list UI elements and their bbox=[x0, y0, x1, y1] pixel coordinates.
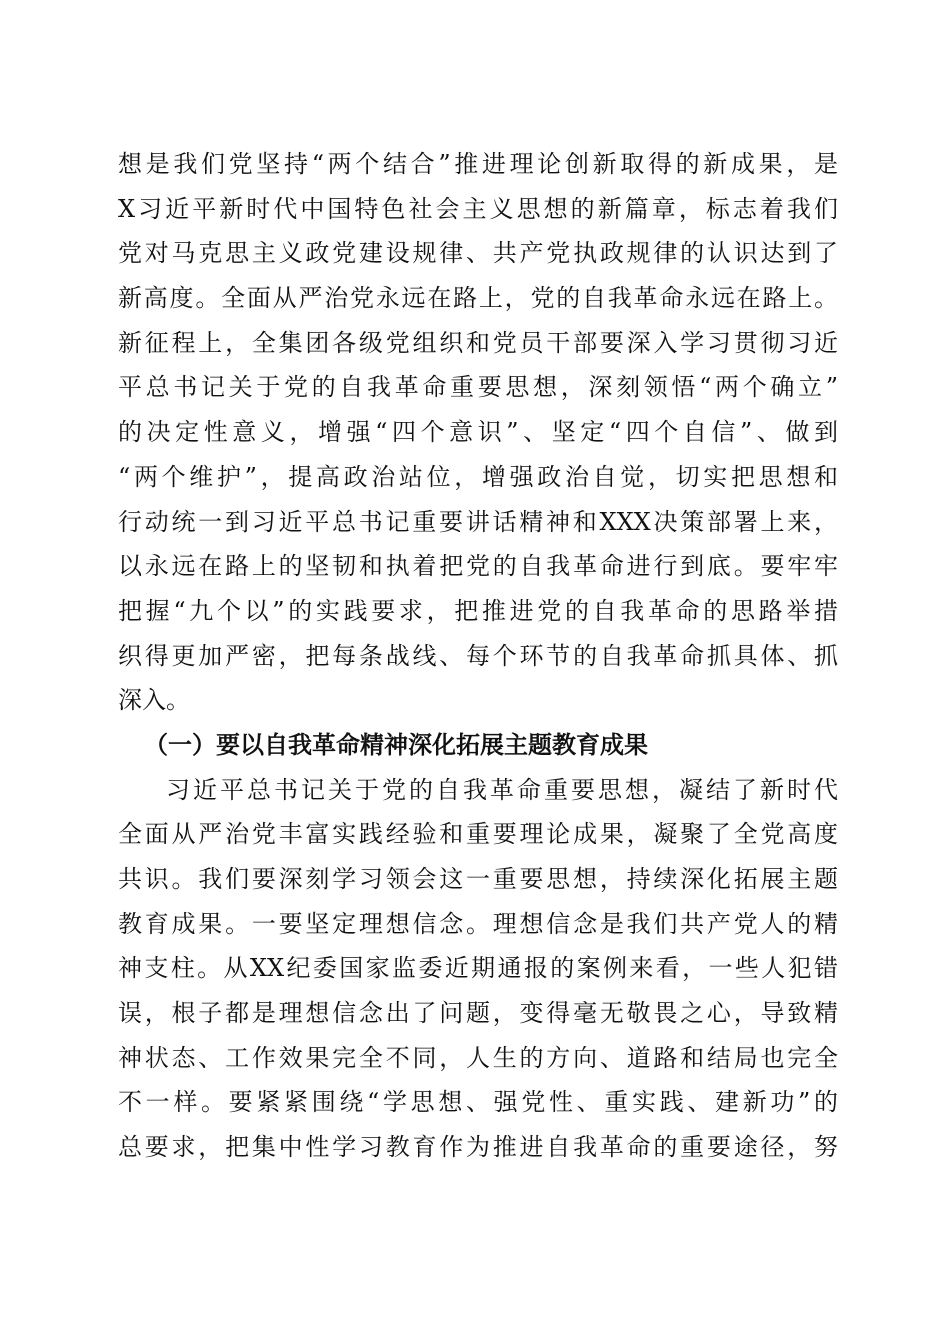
text-line: 新征程上，全集团各级党组织和党员干部要深入学习贯彻习近 bbox=[118, 328, 838, 357]
text-line: 的决定性意义，增强“四个意识”、坚定“四个自信”、做到 bbox=[118, 418, 838, 447]
paragraph-1 bbox=[118, 142, 838, 723]
text-line: 共识。我们要深刻学习领会这一重要思想，持续深化拓展主题 bbox=[118, 865, 838, 893]
text-line: 把握“九个以”的实践要求，把推进党的自我革命的思路举措 bbox=[118, 596, 838, 625]
text-line: 织得更加严密，把每条战线、每个环节的自我革命抓具体、抓 bbox=[118, 641, 838, 670]
text-line: “两个维护”，提高政治站位，增强政治自觉，切实把思想和 bbox=[118, 462, 838, 491]
text-line: 总要求，把集中性学习教育作为推进自我革命的重要途径，努 bbox=[118, 1133, 838, 1162]
text-line: 以永远在路上的坚韧和执着把党的自我革命进行到底。要牢牢 bbox=[118, 552, 838, 581]
text-line: 误，根子都是理想信念出了问题，变得毫无敬畏之心，导致精 bbox=[118, 999, 838, 1028]
text-line: 神状态、工作效果完全不同，人生的方向、道路和结局也完全 bbox=[118, 1043, 838, 1072]
text-line: 党对马克思主义政党建设规律、共产党执政规律的认识达到了 bbox=[118, 239, 838, 268]
section-heading: （一）要以自我革命精神深化拓展主题教育成果 bbox=[144, 729, 648, 759]
text-line: 教育成果。一要坚定理想信念。理想信念是我们共产党人的精 bbox=[118, 909, 838, 938]
text-line: X习近平新时代中国特色社会主义思想的新篇章，标志着我们 bbox=[118, 194, 838, 223]
text-line: 习近平总书记关于党的自我革命重要思想，凝结了新时代 bbox=[166, 775, 838, 804]
text-line: 不一样。要紧紧围绕“学思想、强党性、重实践、建新功”的 bbox=[118, 1088, 838, 1117]
document-body bbox=[118, 142, 838, 1170]
text-line: 行动统一到习近平总书记重要讲话精神和XXX决策部署上来， bbox=[118, 507, 838, 536]
text-line: 深入。 bbox=[118, 686, 190, 715]
text-line: 神支柱。从XX纪委国家监委近期通报的案例来看，一些人犯错 bbox=[118, 954, 838, 983]
text-line: 新高度。全面从严治党永远在路上，党的自我革命永远在路上。 bbox=[118, 284, 838, 313]
text-line: 想是我们党坚持“两个结合”推进理论创新取得的新成果，是 bbox=[118, 150, 838, 178]
text-line: 平总书记关于党的自我革命重要思想，深刻领悟“两个确立” bbox=[118, 373, 838, 402]
text-line: 全面从严治党丰富实践经验和重要理论成果，凝聚了全党高度 bbox=[118, 820, 838, 849]
paragraph-2 bbox=[118, 768, 838, 1170]
